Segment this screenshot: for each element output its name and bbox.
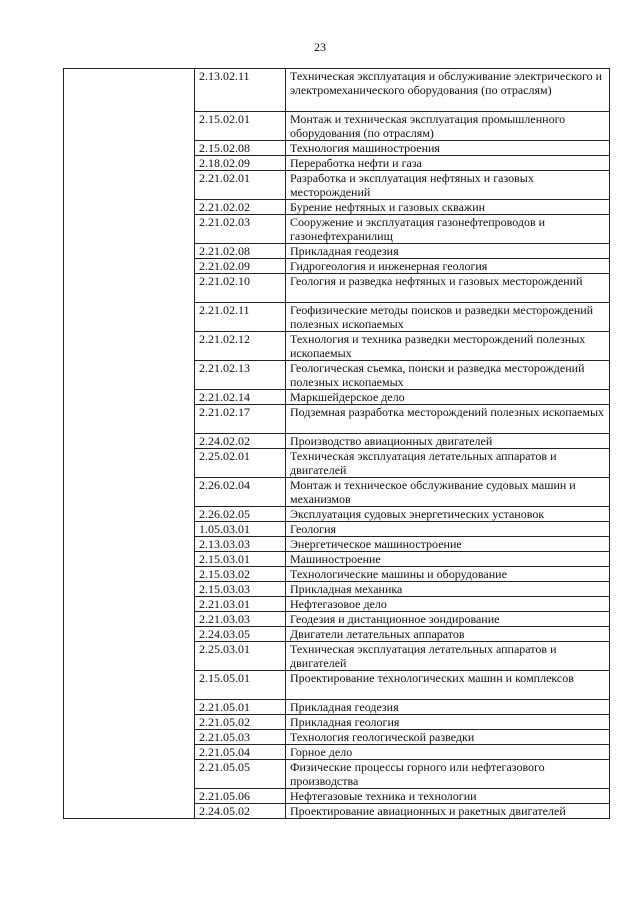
specialty-code: 2.21.02.13 [195, 361, 286, 390]
specialty-name: Проектирование технологических машин и комплексов [286, 671, 610, 700]
specialty-code: 2.26.02.04 [195, 478, 286, 507]
specialty-code: 2.21.03.01 [195, 597, 286, 612]
specialty-name: Монтаж и техническое обслуживание судовых машин и механизмов [286, 478, 610, 507]
specialty-code: 2.21.02.10 [195, 274, 286, 303]
specialty-name: Проектирование авиационных и ракетных двигателей [286, 804, 610, 819]
specialty-code: 2.24.02.02 [195, 434, 286, 449]
specialty-name: Геология [286, 522, 610, 537]
specialty-code: 2.21.05.05 [195, 760, 286, 789]
specialty-table-body [64, 69, 610, 819]
specialty-name: Прикладная геодезия [286, 244, 610, 259]
specialty-code: 1.05.03.01 [195, 522, 286, 537]
specialty-code: 2.15.03.03 [195, 582, 286, 597]
specialty-name: Сооружение и эксплуатация газонефтепроводов и газонефтехранилищ [286, 215, 610, 244]
specialty-code: 2.15.02.01 [195, 112, 286, 141]
specialty-name: Геофизические методы поисков и разведки месторождений полезных ископаемых [286, 303, 610, 332]
specialty-code: 2.21.02.14 [195, 390, 286, 405]
specialty-name: Техническая эксплуатация летательных аппаратов и двигателей [286, 449, 610, 478]
specialty-name: Геологическая съемка, поиски и разведка месторождений полезных ископаемых [286, 361, 610, 390]
specialty-code: 2.21.02.12 [195, 332, 286, 361]
specialty-code: 2.21.02.09 [195, 259, 286, 274]
specialty-name: Горное дело [286, 745, 610, 760]
specialty-name: Маркшейдерское дело [286, 390, 610, 405]
table-row [64, 69, 610, 112]
specialty-code: 2.13.03.03 [195, 537, 286, 552]
specialty-name: Геодезия и дистанционное зондирование [286, 612, 610, 627]
page-number: 23 [314, 40, 326, 54]
specialty-code: 2.13.02.11 [195, 69, 286, 112]
specialty-name: Прикладная геодезия [286, 700, 610, 715]
specialty-name: Техническая эксплуатация летательных аппаратов и двигателей [286, 642, 610, 671]
specialty-code: 2.21.02.01 [195, 171, 286, 200]
specialty-name: Прикладная геология [286, 715, 610, 730]
specialty-name: Переработка нефти и газа [286, 156, 610, 171]
specialty-code: 2.21.02.17 [195, 405, 286, 434]
specialty-code: 2.21.05.01 [195, 700, 286, 715]
specialty-code: 2.21.02.11 [195, 303, 286, 332]
specialty-name: Монтаж и техническая эксплуатация промышленного оборудования (по отраслям) [286, 112, 610, 141]
specialty-code: 2.21.02.03 [195, 215, 286, 244]
specialty-code: 2.15.03.01 [195, 552, 286, 567]
specialty-code: 2.21.05.03 [195, 730, 286, 745]
specialty-name: Физические процессы горного или нефтегазового производства [286, 760, 610, 789]
specialty-name: Техническая эксплуатация и обслуживание электрического и электромеханического оборудования (по отраслям) [286, 69, 610, 112]
specialty-name: Нефтегазовые техника и технологии [286, 789, 610, 804]
specialty-code: 2.21.02.08 [195, 244, 286, 259]
specialty-code: 2.24.05.02 [195, 804, 286, 819]
specialty-name: Эксплуатация судовых энергетических установок [286, 507, 610, 522]
specialty-name: Машиностроение [286, 552, 610, 567]
specialty-name: Нефтегазовое дело [286, 597, 610, 612]
specialty-code: 2.26.02.05 [195, 507, 286, 522]
specialty-code: 2.15.02.08 [195, 141, 286, 156]
specialty-table [63, 68, 610, 819]
specialty-name: Технология геологической разведки [286, 730, 610, 745]
specialty-code: 2.21.03.03 [195, 612, 286, 627]
specialty-name: Разработка и эксплуатация нефтяных и газовых месторождений [286, 171, 610, 200]
specialty-code: 2.21.05.02 [195, 715, 286, 730]
specialty-name: Гидрогеология и инженерная геология [286, 259, 610, 274]
specialty-name: Бурение нефтяных и газовых скважин [286, 200, 610, 215]
specialty-code: 2.15.05.01 [195, 671, 286, 700]
specialty-name: Двигатели летательных аппаратов [286, 627, 610, 642]
specialty-code: 2.24.03.05 [195, 627, 286, 642]
specialty-name: Энергетическое машиностроение [286, 537, 610, 552]
specialty-name: Подземная разработка месторождений полезных ископаемых [286, 405, 610, 434]
specialty-code: 2.15.03.02 [195, 567, 286, 582]
specialty-code: 2.21.05.06 [195, 789, 286, 804]
specialty-code: 2.25.02.01 [195, 449, 286, 478]
specialty-code: 2.21.05.04 [195, 745, 286, 760]
specialty-name: Производство авиационных двигателей [286, 434, 610, 449]
specialty-name: Технологические машины и оборудование [286, 567, 610, 582]
specialty-name: Прикладная механика [286, 582, 610, 597]
specialty-name: Геология и разведка нефтяных и газовых месторождений [286, 274, 610, 303]
specialty-name: Технология машиностроения [286, 141, 610, 156]
specialty-code: 2.21.02.02 [195, 200, 286, 215]
specialty-code: 2.25.03.01 [195, 642, 286, 671]
specialty-name: Технология и техника разведки месторождений полезных ископаемых [286, 332, 610, 361]
empty-left-cell [64, 69, 195, 819]
specialty-code: 2.18.02.09 [195, 156, 286, 171]
